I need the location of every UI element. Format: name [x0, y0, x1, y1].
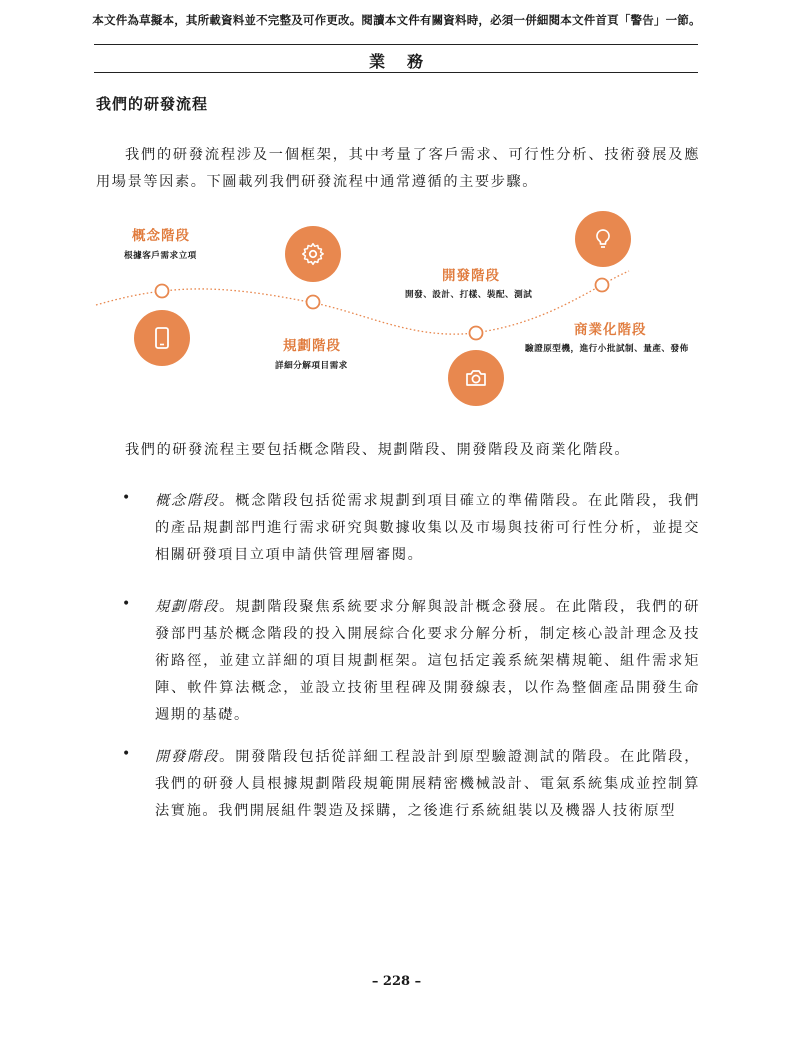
stage-title-planning: 規劃階段	[283, 338, 341, 354]
stage-circle-development	[448, 350, 504, 406]
subsection-heading: 我們的研發流程	[96, 95, 209, 113]
bullet-term: 概念階段	[155, 493, 220, 509]
smartphone-icon	[150, 326, 174, 350]
stage-circle-planning	[285, 226, 341, 282]
lightbulb-icon	[591, 227, 615, 251]
stage-marker-planning	[307, 296, 320, 309]
rd-process-diagram	[94, 205, 704, 415]
stage-marker-development	[470, 327, 483, 340]
header-rule-bottom	[94, 72, 698, 73]
bullet-marker: •	[122, 746, 131, 762]
stage-desc-development: 開發、設計、打樣、裝配、測試	[405, 290, 533, 300]
stage-title-commercial: 商業化階段	[574, 322, 647, 338]
section-title: 業務	[368, 52, 445, 71]
bullet-item-concept	[155, 488, 700, 569]
bullet-marker: •	[122, 490, 131, 506]
stage-marker-commercial	[596, 279, 609, 292]
bullet-item-development	[155, 744, 700, 825]
summary-paragraph: 我們的研發流程主要包括概念階段、規劃階段、開發階段及商業化階段。	[125, 442, 631, 458]
stage-desc-commercial: 驗證原型機，進行小批試制、量產、發佈	[525, 344, 689, 354]
stage-desc-planning: 詳細分解項目需求	[275, 361, 348, 371]
draft-warning: 本文件為草擬本，其所載資料並不完整及可作更改。閱讀本文件有關資料時，必須一併細閱本文件首頁「警告」一節。	[92, 13, 701, 27]
gear-icon	[300, 241, 326, 267]
bullet-marker: •	[122, 596, 131, 612]
stage-circle-concept	[134, 310, 190, 366]
page-number: – 228 –	[371, 974, 422, 989]
intro-paragraph: 我們的研發流程涉及一個框架，其中考量了客戶需求、可行性分析、技術發展及應用場景等因素。下圖載列我們研發流程中通常遵循的主要步驟。	[96, 147, 700, 190]
camera-icon	[464, 366, 488, 390]
bullet-term: 開發階段	[155, 749, 220, 765]
stage-circle-commercial	[575, 211, 631, 267]
bullet-body: 。開發階段包括從詳細工程設計到原型驗證測試的階段。在此階段，我們的研發人員根據規劃階段規範開展精密機械設計、電氣系統集成並控制算法實施。我們開展組件製造及採購，之後進行系統組裝以及機器人技術原型	[155, 749, 700, 819]
header-rule-top	[94, 44, 698, 45]
bullet-term: 規劃階段	[155, 599, 220, 615]
bullet-item-planning	[155, 594, 700, 729]
stage-desc-concept: 根據客戶需求立項	[124, 251, 197, 261]
bullet-body: 。概念階段包括從需求規劃到項目確立的準備階段。在此階段，我們的產品規劃部門進行需求研究與數據收集以及市場與技術可行性分析，並提交相關研發項目立項申請供管理層審閱。	[155, 493, 700, 563]
stage-marker-concept	[156, 285, 169, 298]
bullet-body: 。規劃階段聚焦系統要求分解與設計概念發展。在此階段，我們的研發部門基於概念階段的投入開展綜合化要求分解分析，制定核心設計理念及技術路徑，並建立詳細的項目規劃框架。這包括定義系統架構規範、組件需求矩陣、軟件算法概念，並設立技術里程碑及開發線表，以作為整個產品開發生命週期的基礎。	[155, 599, 700, 723]
stage-title-development: 開發階段	[442, 268, 500, 284]
stage-title-concept: 概念階段	[132, 228, 190, 244]
